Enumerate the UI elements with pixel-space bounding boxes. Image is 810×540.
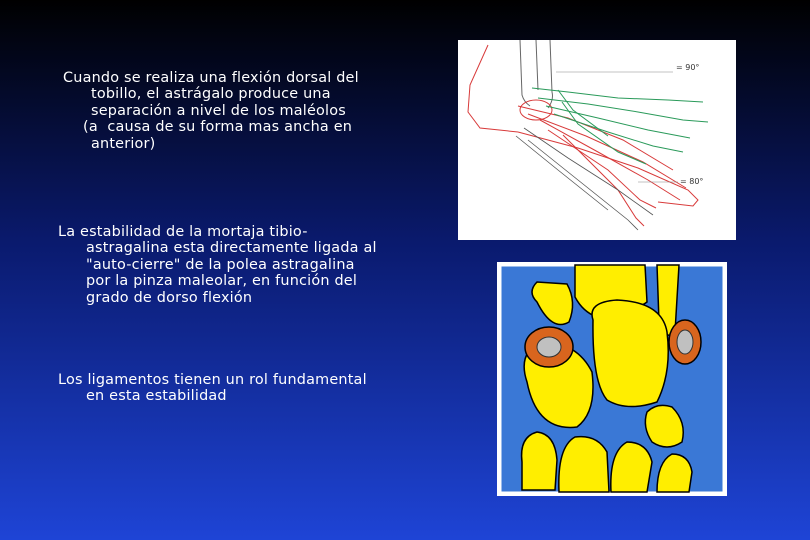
lateral-malleolus-core	[677, 330, 693, 354]
talus-bone	[592, 300, 668, 407]
angle-label-90: = 90°	[676, 63, 700, 72]
angle-label-80: = 80°	[680, 177, 704, 186]
cuneiform-bone	[522, 432, 557, 490]
text-line: Cuando se realiza una flexión dorsal del	[63, 70, 359, 86]
text-line: (a causa de su forma mas ancha en	[83, 119, 353, 136]
text-line: astragalina esta directamente ligada al	[86, 240, 377, 257]
text-line: Los ligamentos tienen un rol fundamental	[58, 372, 367, 388]
text-line: anterior)	[91, 135, 156, 152]
ankle-mortise-diagram	[497, 262, 727, 496]
text-line: tobillo, el astrágalo produce una	[91, 86, 331, 103]
paragraph-ligaments	[58, 372, 367, 405]
medial-malleolus-core	[537, 337, 561, 357]
foot-outline-gray	[516, 128, 653, 230]
paragraph-dorsal-flexion	[63, 70, 359, 152]
text-line: separación a nivel de los maléolos	[91, 102, 346, 119]
ankle-mortise-svg	[497, 262, 727, 496]
paragraph-mortise-stability	[58, 224, 377, 306]
cuneiform-bone	[559, 437, 609, 492]
leg-bones	[520, 40, 553, 108]
text-line: en esta estabilidad	[86, 388, 227, 405]
text-line: La estabilidad de la mortaja tibio-	[58, 224, 308, 240]
text-line: "auto-cierre" de la polea astragalina	[86, 256, 355, 273]
foot-flexion-svg	[458, 40, 736, 240]
text-line: grado de dorso flexión	[86, 289, 253, 306]
text-line: por la pinza maleolar, en función del	[86, 273, 358, 290]
foot-flexion-diagram	[458, 40, 736, 240]
